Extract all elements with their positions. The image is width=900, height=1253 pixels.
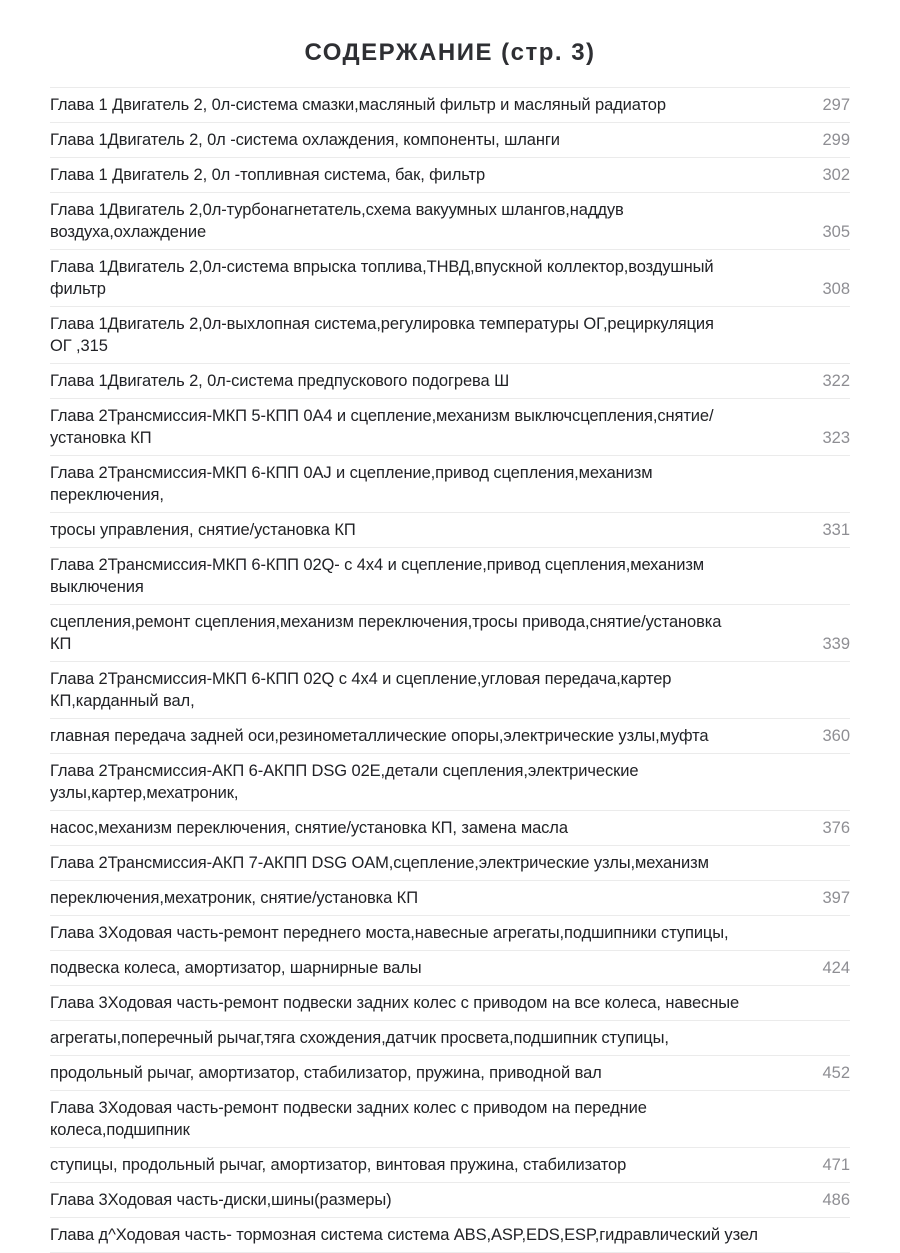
toc-entry[interactable] — [50, 754, 850, 811]
toc-entry-title: сцепления,ремонт сцепления,механизм переключения,тросы привода,снятие/установка КП — [50, 613, 722, 653]
toc-entry-title: Глава 2Трансмиссия-МКП 5-КПП 0А4 и сцепление,механизм выключсцепления,снятие/ установка КП — [50, 407, 714, 447]
toc-entry-page: 424 — [822, 959, 850, 977]
toc-entry-page: 452 — [822, 1064, 850, 1082]
toc-entry-title: Глава 2Трансмиссия-АКП 6-АКПП DSG 02E,детали сцепления,электрические узлы,картер,мехатроник, — [50, 762, 639, 802]
toc-entry-page: 297 — [822, 96, 850, 114]
toc-entry[interactable] — [50, 662, 850, 719]
toc-entry[interactable] — [50, 846, 850, 881]
toc-entry-title: переключения,мехатроник, снятие/установка КП — [50, 889, 418, 907]
toc-entry-title: Глава 2Трансмиссия-МКП 6-КПП 0AJ и сцепление,привод сцепления,механизм переключения, — [50, 464, 653, 504]
toc-entry[interactable] — [50, 88, 850, 123]
toc-entry[interactable] — [50, 250, 850, 307]
toc-entry-title: Глава 3Ходовая часть-ремонт переднего моста,навесные агрегаты,подшипники ступицы, — [50, 924, 729, 942]
toc-entry[interactable] — [50, 1056, 850, 1091]
toc-entry-page: 308 — [822, 280, 850, 298]
toc-entry[interactable] — [50, 364, 850, 399]
toc-entry-title: Глава 3Ходовая часть-ремонт подвески задних колес с приводом на передние колеса,подшипник — [50, 1099, 647, 1139]
toc-entry-title: Глава 2Трансмиссия-МКП 6-КПП 02Q- с 4х4 и сцепление,привод сцепления,механизм выключения — [50, 556, 705, 596]
toc-entry-page: 360 — [822, 727, 850, 745]
toc-entry[interactable] — [50, 1183, 850, 1218]
toc-entry-title: тросы управления, снятие/установка КП — [50, 521, 356, 539]
toc-entry[interactable] — [50, 951, 850, 986]
toc-entry-title: Глава 1 Двигатель 2, 0л-система смазки,масляный фильтр и масляный радиатор — [50, 96, 666, 114]
toc-entry-title: Глава 1Двигатель 2,0л-турбонагнетатель,схема вакуумных шлангов,наддув воздуха,охлаждение — [50, 201, 624, 241]
toc-entry-title: ступицы, продольный рычаг, амортизатор, винтовая пружина, стабилизатор — [50, 1156, 627, 1174]
toc-entry-page: 376 — [822, 819, 850, 837]
toc-entry[interactable] — [50, 123, 850, 158]
toc-entry[interactable] — [50, 1091, 850, 1148]
toc-entry-title: насос,механизм переключения, снятие/установка КП, замена масла — [50, 819, 568, 837]
toc-entry-title: Глава 1Двигатель 2,0л-выхлопная система,регулировка температуры ОГ,рециркуляция ОГ ,315 — [50, 315, 714, 355]
toc-entry-title: Глава 1Двигатель 2, 0л-система предпускового подогрева Ш — [50, 372, 510, 390]
toc-entry-page: 331 — [822, 521, 850, 539]
toc-entry-page: 323 — [822, 429, 850, 447]
toc-entry-page: 305 — [822, 223, 850, 241]
toc-list — [50, 87, 850, 1253]
toc-entry[interactable] — [50, 548, 850, 605]
toc-entry[interactable] — [50, 986, 850, 1021]
toc-entry-page: 486 — [822, 1191, 850, 1209]
toc-entry[interactable] — [50, 881, 850, 916]
toc-entry[interactable] — [50, 1218, 850, 1253]
toc-entry-title: подвеска колеса, амортизатор, шарнирные валы — [50, 959, 422, 977]
toc-entry[interactable] — [50, 307, 850, 364]
toc-entry[interactable] — [50, 1148, 850, 1183]
toc-entry-title: Глава 1Двигатель 2, 0л -система охлаждения, компоненты, шланги — [50, 131, 560, 149]
page-title: СОДЕРЖАНИЕ (стр. 3) — [304, 39, 596, 66]
toc-entry[interactable] — [50, 719, 850, 754]
toc-entry-title: агрегаты,поперечный рычаг,тяга схождения,датчик просвета,подшипник ступицы, — [50, 1029, 669, 1047]
toc-entry-page: 299 — [822, 131, 850, 149]
toc-entry-title: Глава 1Двигатель 2,0л-система впрыска топлива,ТНВД,впускной коллектор,воздушный фильтр — [50, 258, 714, 298]
toc-entry-title: Глава 2Трансмиссия-АКП 7-АКПП DSG OAM,сцепление,электрические узлы,механизм — [50, 854, 709, 872]
toc-entry[interactable] — [50, 916, 850, 951]
toc-entry[interactable] — [50, 1021, 850, 1056]
toc-entry[interactable] — [50, 193, 850, 250]
toc-entry-title: Глава 2Трансмиссия-МКП 6-КПП 02Q с 4х4 и сцепление,угловая передача,картер КП,карданный вал, — [50, 670, 672, 710]
toc-entry-title: Глава д^Ходовая часть- тормозная система система ABS,ASP,EDS,ESP,гидравлический узел — [50, 1226, 758, 1244]
toc-entry[interactable] — [50, 513, 850, 548]
toc-entry-page: 471 — [822, 1156, 850, 1174]
toc-entry-page: 339 — [822, 635, 850, 653]
toc-entry-page: 322 — [822, 372, 850, 390]
toc-entry-page: 397 — [822, 889, 850, 907]
toc-entry[interactable] — [50, 399, 850, 456]
toc-entry-title: главная передача задней оси,резинометаллические опоры,электрические узлы,муфта — [50, 727, 709, 745]
toc-entry[interactable] — [50, 158, 850, 193]
toc-entry[interactable] — [50, 811, 850, 846]
toc-entry-page: 302 — [822, 166, 850, 184]
toc-entry[interactable] — [50, 605, 850, 662]
toc-entry-title: Глава 1 Двигатель 2, 0л -топливная система, бак, фильтр — [50, 166, 486, 184]
toc-entry-title: продольный рычаг, амортизатор, стабилизатор, пружина, приводной вал — [50, 1064, 602, 1082]
toc-entry[interactable] — [50, 456, 850, 513]
toc-entry-title: Глава 3Ходовая часть-диски,шины(размеры) — [50, 1191, 392, 1209]
toc-entry-title: Глава 3Ходовая часть-ремонт подвески задних колес с приводом на все колеса, навесные — [50, 994, 740, 1012]
